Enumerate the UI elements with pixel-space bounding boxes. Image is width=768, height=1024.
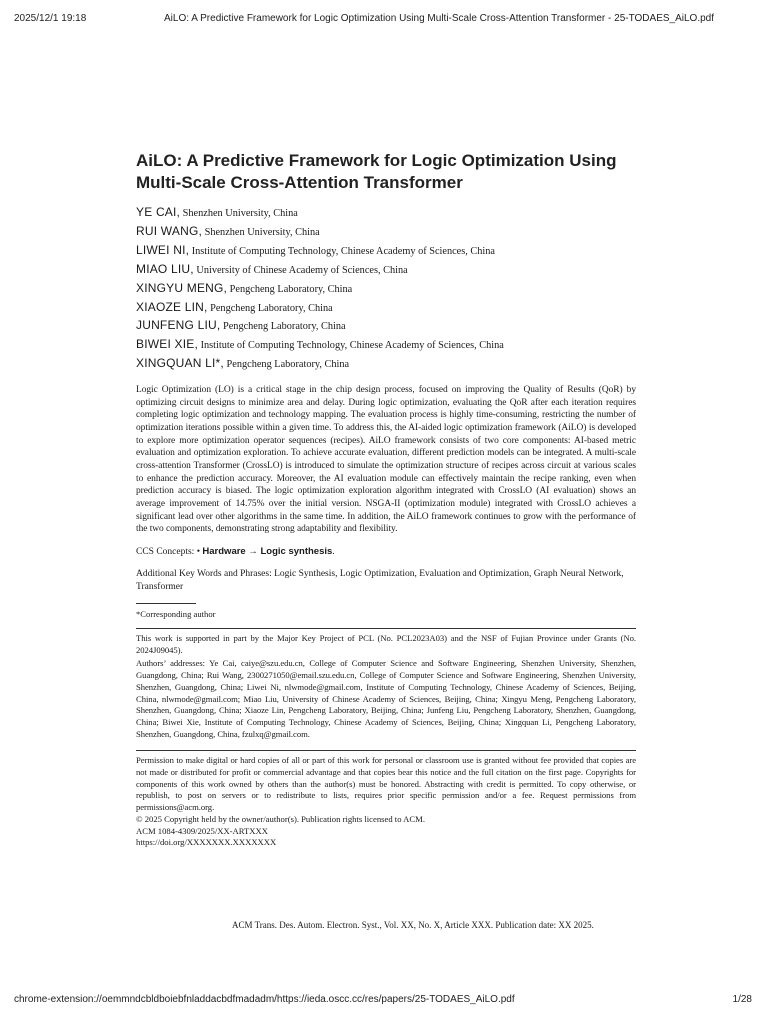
issn-line: ACM 1084-4309/2025/XX-ARTXXX xyxy=(136,825,268,836)
author-name: XINGQUAN LI*, xyxy=(136,356,224,371)
author-addresses: Authors’ addresses: Ye Cai, caiye@szu.edu.cn, College of Computer Science and Software Engineering, Shenzhen University, Shenzhen, Guangdong, China; Rui Wang, 2300271050@email.szu.edu.cn, College of Computer Science and Software Engineering, Shenzhen University, Shenzhen, Guangdong, China; Liwei Ni, nlwmode@gmail.com, Institute of Computing Technology, Chinese Academy of Sciences, Beijing, China, nlwmode@gmail.com; Miao Liu, University of Chinese Academy of Sciences, Beijing, China; Xingyu Meng, Pengcheng Laboratory, Shenzhen, Guangdong, China; Xiaoze Lin, Pengcheng Laboratory, Beijing, China; Junfeng Liu, Pengcheng Laboratory, Shenzhen, Guangdong, China; Biwei Xie, Institute of Computing Technology, Chinese Academy of Sciences, Beijing, China; Xingquan Li, Pengcheng Laboratory, Shenzhen, Guangdong, China, fzulxq@gmail.com. xyxy=(136,658,636,739)
print-header xyxy=(14,13,754,27)
author-affiliation: University of Chinese Academy of Sciences, China xyxy=(193,264,408,276)
footnote-divider xyxy=(136,603,196,604)
print-page-number: 1/28 xyxy=(732,994,752,1005)
author-name: JUNFENG LIU, xyxy=(136,318,221,333)
author-entry xyxy=(136,261,636,280)
author-entry xyxy=(136,299,636,318)
author-name: MIAO LIU, xyxy=(136,261,194,276)
corresponding-author-note: *Corresponding author xyxy=(136,609,216,620)
author-name: YE CAI, xyxy=(136,205,181,219)
author-affiliation: Shenzhen University, China xyxy=(202,226,320,238)
copyright-line: © 2025 Copyright held by the owner/author(s). Publication rights licensed to ACM. xyxy=(136,813,425,824)
author-name: XIAOZE LIN, xyxy=(136,299,208,314)
author-name: LIWEI NI, xyxy=(136,242,190,257)
ccs-concepts xyxy=(136,545,636,559)
journal-citation: ACM Trans. Des. Autom. Electron. Syst., Vol. XX, No. X, Article XXX. Publication date: XX 2025. xyxy=(232,920,594,930)
author-affiliation: Pengcheng Laboratory, China xyxy=(223,359,350,371)
paper-first-page xyxy=(136,150,636,849)
keywords: Additional Key Words and Phrases: Logic Synthesis, Logic Optimization, Evaluation and Optimization, Graph Neural Network, Transformer xyxy=(136,569,624,593)
author-affiliation: Institute of Computing Technology, Chinese Academy of Sciences, China xyxy=(198,340,504,352)
author-affiliation: Pengcheng Laboratory, China xyxy=(227,283,353,295)
author-name: BIWEI XIE, xyxy=(136,337,199,352)
author-affiliation: Pengcheng Laboratory, China xyxy=(207,302,333,314)
funding-note: This work is supported in part by the Major Key Project of PCL (No. PCL2023A03) and the NSF of Fujian Province under Grants (No. 2024J09045). xyxy=(136,633,636,655)
permission-block xyxy=(136,755,636,849)
author-name: XINGYU MENG, xyxy=(136,280,228,295)
doi-link[interactable]: https://doi.org/XXXXXXX.XXXXXXX xyxy=(136,837,277,848)
print-timestamp: 2025/12/1 19:18 xyxy=(14,13,87,24)
divider xyxy=(136,628,636,629)
author-entry xyxy=(136,280,636,299)
permission-statement: Permission to make digital or hard copies of all or part of this work for personal or classroom use is granted without fee provided that copies are not made or distributed for profit or commercial advantage and that copies bear this notice and the full citation on the first page. Copyrights for components of this work owned by others than the author(s) must be honored. Abstracting with credit is permitted. To copy otherwise, or republish, to post on servers or to redistribute to lists, requires prior specific permission and/or a fee. Request permissions from permissions@acm.org. xyxy=(136,755,636,813)
author-entry xyxy=(136,355,636,374)
author-entry xyxy=(136,242,636,261)
author-entry xyxy=(136,223,636,242)
author-affiliation: Pengcheng Laboratory, China xyxy=(220,321,346,333)
print-url: chrome-extension://oemmndcbldboiebfnladdacbdfmadadm/https://ieda.oscc.cc/res/papers/25-TODAES_AiLO.pdf xyxy=(14,994,515,1005)
author-name: RUI WANG, xyxy=(136,223,203,238)
print-page-title: AiLO: A Predictive Framework for Logic Optimization Using Multi-Scale Cross-Attention Transformer - 25-TODAES_AiLO.pdf xyxy=(164,13,715,24)
author-entry xyxy=(136,336,636,355)
print-footer xyxy=(14,994,754,1008)
author-entry xyxy=(136,204,636,223)
ccs-suffix: . xyxy=(332,547,335,558)
abstract: Logic Optimization (LO) is a critical stage in the chip design process, focused on improving the Quality of Results (QoR) by optimizing circuit designs to minimize area and delay. During logic optimization, evaluating the QoR after each iteration requires completing logic optimization and technology mapping. The evaluation process is highly time-consuming, restricting the number of optimization iterations possible within a given time. To address this, the AI-aided logic optimization framework (AiLO) is developed to explore more optimization operator sequences (recipes). AiLO framework consists of two core components: AI-based metric evaluation and optimization exploration. To achieve accurate evaluation, different prediction models can be integrated. A multi-scale cross-attention Transformer (CrossLO) is introduced to simulate the optimization structure of recipes across circuit at various scales to enhance the prediction accuracy. Moreover, the AI evaluation module can effectively maintain the recipe ranking, even when prediction accuracy is biased. The logic optimization exploration algorithm integrated with CrossLO (AI evaluation) shows an average improvement of 14.75% over the initial version. NSGA-II (optimization module) integrated with CrossLO achieves a significant lead over other algorithms in the same time. In addition, the AiLO framework continues to grow with the performance of the two components, demonstrating strong adaptability and flexibility. xyxy=(136,385,636,535)
ccs-concept-value: Hardware → Logic synthesis xyxy=(202,546,333,558)
author-entry xyxy=(136,317,636,336)
paper-title: AiLO: A Predictive Framework for Logic Optimization Using Multi-Scale Cross-Attention Transformer xyxy=(136,151,617,192)
author-affiliation: Institute of Computing Technology, Chinese Academy of Sciences, China xyxy=(189,245,495,257)
author-affiliation: Shenzhen University, China xyxy=(180,208,298,219)
divider xyxy=(136,750,636,751)
author-list xyxy=(136,204,636,374)
ccs-prefix: CCS Concepts: • xyxy=(136,547,203,558)
